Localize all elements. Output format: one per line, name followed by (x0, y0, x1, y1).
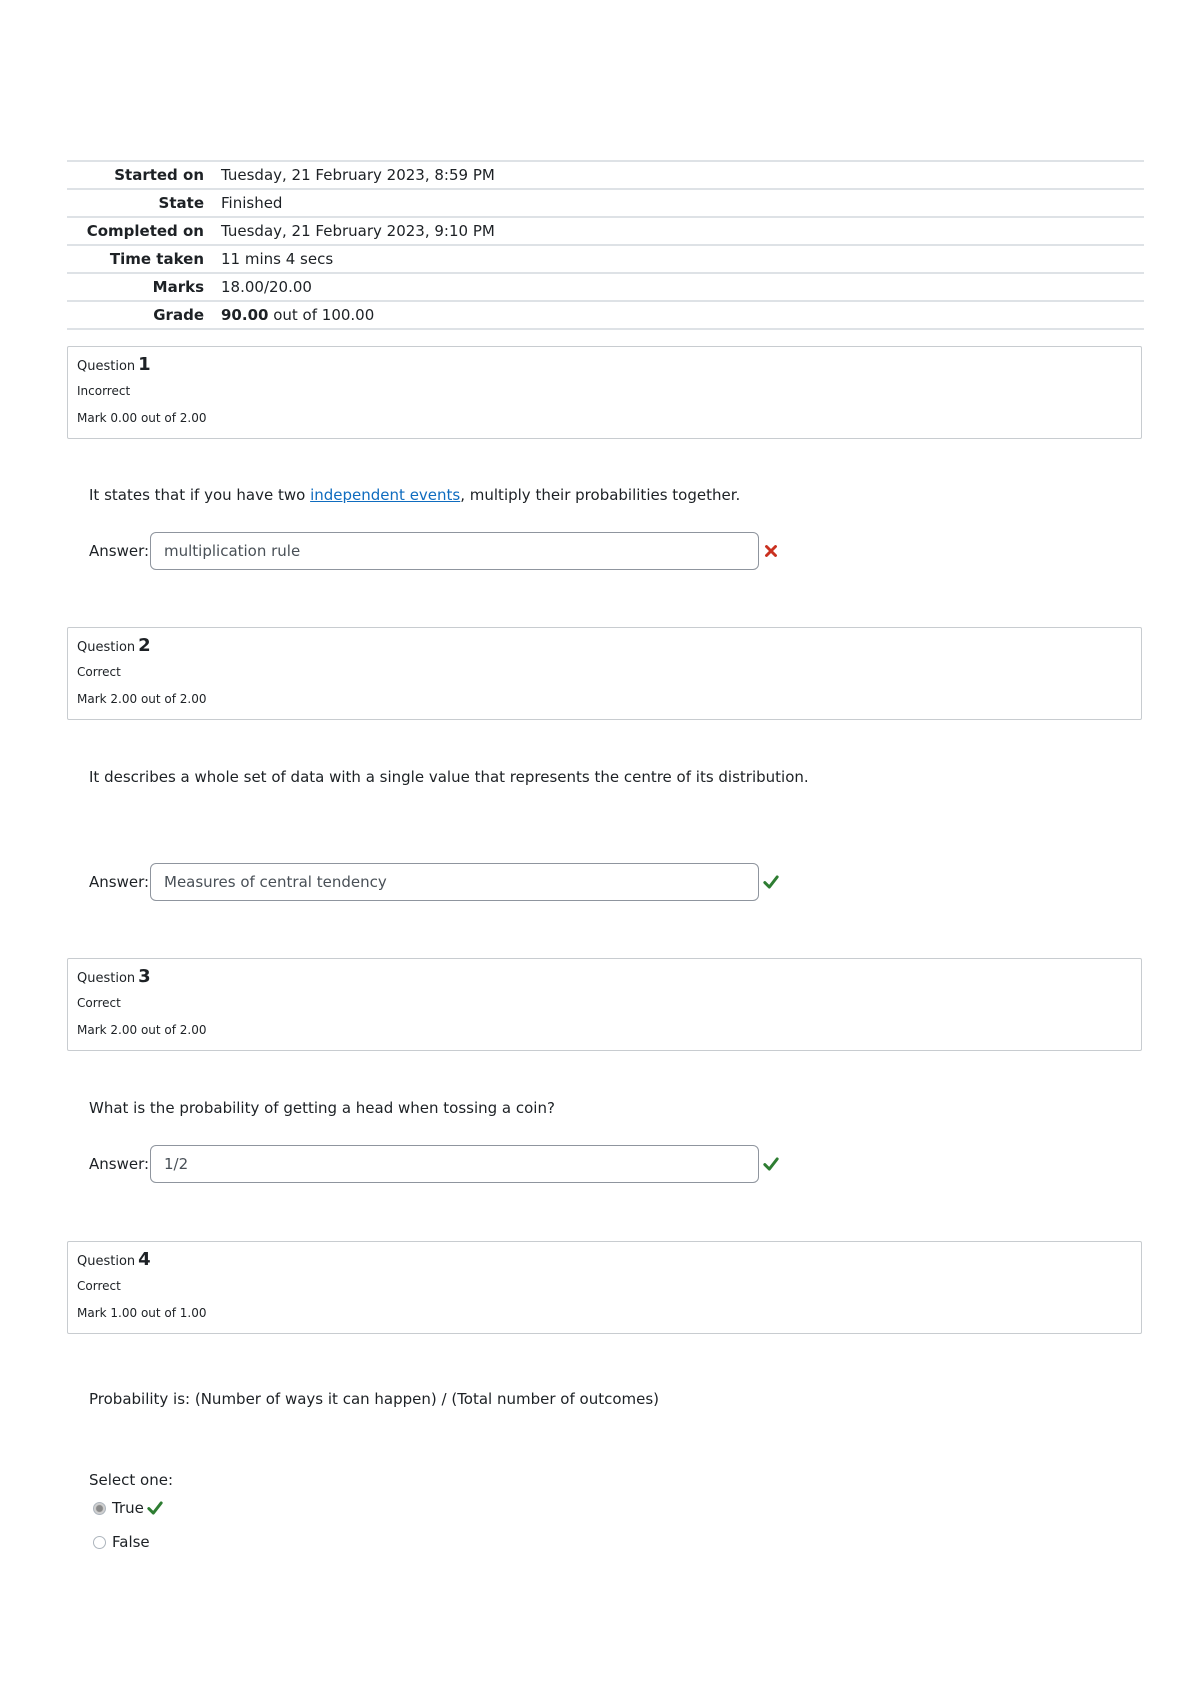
question-prefix: Question (77, 971, 136, 986)
question-number-line (77, 355, 1132, 377)
option-label: False (112, 1533, 150, 1551)
summary-row-time-taken (67, 246, 1144, 274)
option-true[interactable] (93, 1499, 164, 1517)
radio-button-selected[interactable] (93, 1502, 106, 1515)
question-number: 4 (138, 1249, 151, 1270)
grade-score: 90.00 (221, 306, 269, 324)
option-label: True (112, 1499, 144, 1517)
question-number-line (77, 1250, 1132, 1272)
question-number: 1 (138, 354, 151, 375)
question-state: Correct (77, 665, 121, 679)
summary-value (221, 306, 1144, 324)
summary-label: Grade (153, 306, 204, 324)
summary-label: State (158, 194, 204, 212)
check-icon (762, 1155, 780, 1173)
question-text: What is the probability of getting a head when tossing a coin? (89, 1099, 555, 1117)
check-icon (146, 1499, 164, 1517)
attempt-summary-table (67, 160, 1144, 330)
radio-button[interactable] (93, 1536, 106, 1549)
question-info-box (67, 346, 1142, 439)
glossary-link-independent-events[interactable]: independent events (310, 486, 461, 504)
quiz-review-page (67, 160, 1144, 1551)
grade-out-of: out of 100.00 (268, 306, 375, 324)
answer-input[interactable] (150, 863, 759, 901)
question-prefix: Question (77, 640, 136, 655)
option-false[interactable] (93, 1533, 150, 1551)
summary-row-marks (67, 274, 1144, 302)
question-text: It describes a whole set of data with a single value that represents the centre of its distribution. (89, 768, 809, 786)
answer-row (89, 1145, 780, 1183)
summary-label: Completed on (86, 222, 204, 240)
question-text (89, 485, 740, 505)
check-icon (762, 873, 780, 891)
answer-label: Answer: (89, 542, 150, 560)
summary-label: Marks (152, 278, 204, 296)
answer-input[interactable] (150, 1145, 759, 1183)
question-number: 2 (138, 635, 151, 656)
question-info-box (67, 958, 1142, 1051)
question-state: Correct (77, 996, 121, 1010)
select-one-label: Select one: (89, 1471, 174, 1489)
cross-icon (762, 542, 780, 560)
answer-label: Answer: (89, 1155, 150, 1173)
answer-row (89, 532, 780, 570)
summary-label: Time taken (109, 250, 204, 268)
question-text-part: , multiply their probabilities together. (460, 486, 741, 504)
question-state: Correct (77, 1279, 121, 1293)
summary-row-completed-on (67, 218, 1144, 246)
question-grade: Mark 2.00 out of 2.00 (77, 692, 207, 706)
summary-row-state (67, 190, 1144, 218)
summary-value: Finished (221, 194, 283, 212)
summary-value: Tuesday, 21 February 2023, 8:59 PM (221, 166, 495, 184)
summary-row-started-on (67, 162, 1144, 190)
summary-value: Tuesday, 21 February 2023, 9:10 PM (221, 222, 495, 240)
question-prefix: Question (77, 1254, 136, 1269)
answer-row (89, 863, 780, 901)
answer-label: Answer: (89, 873, 150, 891)
question-info-box (67, 627, 1142, 720)
question-grade: Mark 1.00 out of 1.00 (77, 1306, 207, 1320)
summary-value: 18.00/20.00 (221, 278, 312, 296)
question-state: Incorrect (77, 384, 131, 398)
summary-value: 11 mins 4 secs (221, 250, 334, 268)
summary-label: Started on (114, 166, 204, 184)
question-number-line (77, 636, 1132, 658)
question-number-line (77, 967, 1132, 989)
question-text-part: It states that if you have two (89, 486, 311, 504)
summary-row-grade (67, 302, 1144, 330)
question-text: Probability is: (Number of ways it can happen) / (Total number of outcomes) (89, 1390, 660, 1408)
question-grade: Mark 0.00 out of 2.00 (77, 411, 207, 425)
answer-input[interactable] (150, 532, 759, 570)
question-grade: Mark 2.00 out of 2.00 (77, 1023, 207, 1037)
question-info-box (67, 1241, 1142, 1334)
question-prefix: Question (77, 359, 136, 374)
question-number: 3 (138, 966, 151, 987)
